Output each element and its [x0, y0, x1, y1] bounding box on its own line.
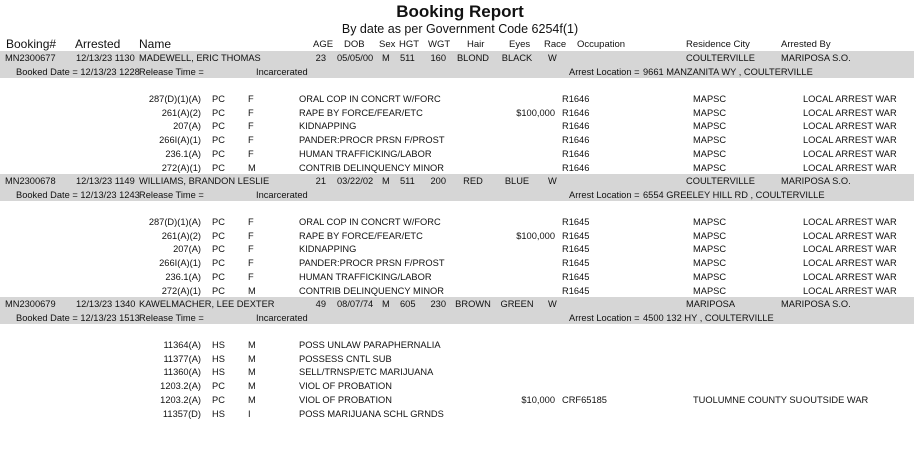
residence-city: COULTERVILLE [686, 53, 755, 63]
charge-case-number: R1646 [562, 121, 590, 132]
charge-level: F [248, 148, 254, 159]
custody-status: Incarcerated [256, 67, 308, 77]
booked-date: Booked Date = 12/13/23 1513 [16, 313, 140, 323]
arrested-datetime: 12/13/23 1340 [76, 299, 136, 309]
charge-type: PC [212, 381, 225, 392]
charge-type: PC [212, 121, 225, 132]
charge-court: TUOLUMNE COUNTY SU [693, 394, 803, 405]
charge-type: HS [212, 408, 225, 419]
arrest-location: 4500 132 HY , COULTERVILLE [643, 313, 774, 323]
charge-warrant-type: LOCAL ARREST WAR [803, 94, 897, 104]
charge-level: F [248, 271, 254, 282]
header-dob: DOB [344, 39, 365, 50]
charge-code: 266I(A)(1) [159, 135, 201, 146]
charge-level: M [248, 394, 256, 405]
charge-description: CONTRIB DELINQUENCY MINOR [299, 285, 444, 296]
charge-description: PANDER:PROCR PRSN F/PROST [299, 135, 445, 146]
charge-court: MAPSC [693, 135, 727, 146]
charge-case-number: R1645 [562, 258, 590, 269]
charge-level: F [248, 217, 254, 227]
arrestee-name: WILLIAMS, BRANDON LESLIE [139, 176, 270, 186]
charge-court: MAPSC [693, 230, 727, 241]
residence-city: COULTERVILLE [686, 176, 755, 186]
charge-code: 236.1(A) [165, 148, 201, 159]
charge-type: HS [212, 353, 225, 364]
header-hair: Hair [467, 39, 485, 50]
charge-type: PC [212, 135, 225, 146]
charge-court: MAPSC [693, 244, 727, 255]
charge-type: PC [212, 394, 225, 405]
charge-warrant-type: LOCAL ARREST WAR [803, 258, 897, 269]
charge-warrant-type: LOCAL ARREST WAR [803, 162, 897, 173]
charge-bail: $100,000 [516, 230, 555, 241]
arrestee-race: W [548, 53, 557, 63]
charge-level: M [248, 340, 256, 350]
charge-case-number: R1645 [562, 217, 590, 227]
charge-case-number: R1645 [562, 230, 590, 241]
charge-code: 236.1(A) [165, 271, 201, 282]
charge-code: 272(A)(1) [161, 285, 201, 296]
charge-code: 1203.2(A) [160, 394, 201, 405]
header-arrested: Arrested [75, 37, 121, 51]
report-title: Booking Report [396, 2, 524, 21]
charge-description: HUMAN TRAFFICKING/LABOR [299, 148, 432, 159]
charge-level: M [248, 367, 256, 378]
charge-code: 287(D)(1)(A) [148, 94, 201, 104]
arrest-location-label: Arrest Location = [569, 67, 640, 77]
charge-level: F [248, 230, 254, 241]
charge-level: F [248, 258, 254, 269]
charge-level: M [248, 162, 256, 173]
charge-type: PC [212, 258, 225, 269]
charge-case-number: R1645 [562, 244, 590, 255]
charge-code: 266I(A)(1) [159, 258, 201, 269]
charge-court: MAPSC [693, 285, 727, 296]
arrestee-race: W [548, 299, 557, 309]
arrestee-sex: M [382, 299, 390, 309]
charge-description: KIDNAPPING [299, 121, 357, 132]
arrestee-name: MADEWELL, ERIC THOMAS [139, 53, 261, 63]
header-wgt: WGT [428, 39, 451, 50]
header-name: Name [139, 37, 172, 51]
charge-description: KIDNAPPING [299, 244, 357, 255]
arrestee-weight: 160 [430, 53, 446, 63]
charge-case-number: CRF65185 [562, 394, 607, 405]
charge-bail: $10,000 [521, 394, 555, 405]
charge-type: HS [212, 340, 225, 350]
arrestee-name: KAWELMACHER, LEE DEXTER [139, 299, 275, 309]
charge-code: 261(A)(2) [161, 230, 201, 241]
charge-case-number: R1646 [562, 162, 590, 173]
charge-code: 287(D)(1)(A) [148, 217, 201, 227]
charge-level: I [248, 408, 251, 419]
booked-date: Booked Date = 12/13/23 1228 [16, 67, 140, 77]
charge-code: 207(A) [173, 244, 201, 255]
charge-code: 261(A)(2) [161, 107, 201, 118]
charge-description: HUMAN TRAFFICKING/LABOR [299, 271, 432, 282]
custody-status: Incarcerated [256, 190, 308, 200]
charge-type: PC [212, 94, 225, 104]
arrested-datetime: 12/13/23 1130 [76, 53, 135, 63]
charge-type: HS [212, 367, 225, 378]
charge-description: PANDER:PROCR PRSN F/PROST [299, 258, 445, 269]
charge-description: CONTRIB DELINQUENCY MINOR [299, 162, 444, 173]
charge-description: POSS UNLAW PARAPHERNALIA [299, 340, 441, 350]
charge-warrant-type: LOCAL ARREST WAR [803, 217, 897, 227]
charge-bail: $100,000 [516, 107, 555, 118]
charge-warrant-type: LOCAL ARREST WAR [803, 244, 897, 255]
charge-level: M [248, 353, 256, 364]
charge-description: POSSESS CNTL SUB [299, 353, 392, 364]
charge-court: MAPSC [693, 162, 727, 173]
arrestee-sex: M [382, 176, 390, 186]
charge-warrant-type: LOCAL ARREST WAR [803, 148, 897, 159]
charge-warrant-type: LOCAL ARREST WAR [803, 135, 897, 146]
charge-code: 11360(A) [163, 367, 201, 378]
header-age: AGE [313, 39, 334, 50]
charge-description: SELL/TRNSP/ETC MARIJUANA [299, 367, 434, 378]
charge-level: M [248, 285, 256, 296]
charge-type: PC [212, 244, 225, 255]
arrested-datetime: 12/13/23 1149 [76, 176, 135, 186]
arrest-location-label: Arrest Location = [569, 313, 640, 323]
arrestee-dob: 03/22/02 [337, 176, 374, 186]
charge-court: MAPSC [693, 94, 727, 104]
charge-case-number: R1645 [562, 271, 590, 282]
arrestee-eyes: GREEN [500, 299, 534, 309]
charge-description: ORAL COP IN CONCRT W/FORC [299, 217, 441, 227]
header-occupation: Occupation [577, 39, 626, 50]
charge-type: PC [212, 217, 225, 227]
charge-code: 11357(D) [162, 408, 201, 419]
charge-case-number: R1646 [562, 94, 590, 104]
arrestee-dob: 05/05/00 [337, 53, 374, 63]
charge-court: MAPSC [693, 107, 727, 118]
charge-type: PC [212, 230, 225, 241]
arrestee-sex: M [382, 53, 390, 63]
arrest-location: 9661 MANZANITA WY , COULTERVILLE [643, 67, 813, 77]
booking-number: MN2300677 [5, 53, 56, 63]
arrestee-weight: 200 [430, 176, 446, 186]
booking-number: MN2300678 [5, 176, 56, 186]
charge-case-number: R1646 [562, 148, 590, 159]
arresting-agency: MARIPOSA S.O. [781, 53, 851, 63]
arrestee-age: 23 [315, 53, 326, 63]
arrest-location-label: Arrest Location = [569, 190, 640, 200]
charge-type: PC [212, 162, 225, 173]
charge-type: PC [212, 107, 225, 118]
arrest-location: 6554 GREELEY HILL RD , COULTERVILLE [643, 190, 825, 200]
charge-type: PC [212, 148, 225, 159]
charge-court: MAPSC [693, 258, 727, 269]
arrestee-eyes: BLUE [504, 176, 530, 186]
arrestee-hair: BROWN [455, 299, 491, 309]
arrestee-height: 511 [400, 53, 415, 63]
charge-case-number: R1645 [562, 285, 590, 296]
charge-level: F [248, 107, 254, 118]
header-arrested-by: Arrested By [781, 39, 831, 50]
charge-warrant-type: LOCAL ARREST WAR [803, 271, 897, 282]
charge-description: RAPE BY FORCE/FEAR/ETC [299, 230, 423, 241]
header-sex: Sex [379, 39, 396, 50]
charge-court: MAPSC [693, 121, 727, 132]
charge-code: 272(A)(1) [161, 162, 201, 173]
charge-description: RAPE BY FORCE/FEAR/ETC [299, 107, 423, 118]
header-eyes: Eyes [509, 39, 531, 50]
release-time: Release Time = [139, 313, 204, 323]
charge-court: MAPSC [693, 148, 727, 159]
charge-description: VIOL OF PROBATION [299, 381, 392, 392]
charge-type: PC [212, 271, 225, 282]
arrestee-height: 511 [400, 176, 415, 186]
residence-city: MARIPOSA [686, 299, 736, 309]
charge-case-number: R1646 [562, 107, 590, 118]
charge-level: M [248, 381, 256, 392]
report-subtitle: By date as per Government Code 6254f(1) [341, 22, 579, 36]
charge-level: F [248, 244, 254, 255]
charge-description: POSS MARIJUANA SCHL GRNDS [299, 408, 444, 419]
charge-code: 11377(A) [163, 353, 201, 364]
charge-warrant-type: LOCAL ARREST WAR [803, 230, 897, 241]
arrestee-dob: 08/07/74 [337, 299, 374, 309]
arrestee-weight: 230 [430, 299, 446, 309]
charge-description: VIOL OF PROBATION [299, 394, 392, 405]
arrestee-age: 21 [315, 176, 326, 186]
booking-number: MN2300679 [5, 299, 56, 309]
release-time: Release Time = [139, 67, 204, 77]
booked-date: Booked Date = 12/13/23 1243 [16, 190, 140, 200]
arrestee-hair: BLOND [456, 53, 490, 63]
arrestee-height: 605 [400, 299, 416, 309]
charge-level: F [248, 94, 254, 104]
arrestee-race: W [548, 176, 557, 186]
charge-warrant-type: OUTSIDE WAR [803, 394, 869, 405]
charge-warrant-type: LOCAL ARREST WAR [803, 285, 897, 296]
arresting-agency: MARIPOSA S.O. [781, 299, 851, 309]
charge-code: 207(A) [173, 121, 201, 132]
arrestee-age: 49 [315, 299, 326, 309]
charge-description: ORAL COP IN CONCRT W/FORC [299, 94, 441, 104]
charge-type: PC [212, 285, 225, 296]
charge-level: F [248, 121, 254, 132]
charge-code: 11364(A) [163, 340, 201, 350]
charge-court: MAPSC [693, 217, 727, 227]
charge-court: MAPSC [693, 271, 727, 282]
charge-level: F [248, 135, 254, 146]
header-hgt: HGT [399, 39, 420, 50]
charge-case-number: R1646 [562, 135, 590, 146]
charge-warrant-type: LOCAL ARREST WAR [803, 121, 897, 132]
header-race: Race [544, 39, 567, 50]
charge-warrant-type: LOCAL ARREST WAR [803, 107, 897, 118]
release-time: Release Time = [139, 190, 204, 200]
header-booking: Booking# [6, 37, 57, 51]
charge-code: 1203.2(A) [160, 381, 201, 392]
arrestee-eyes: BLACK [501, 53, 533, 63]
custody-status: Incarcerated [256, 313, 308, 323]
header-residence-city: Residence City [686, 39, 750, 50]
arrestee-hair: RED [463, 176, 483, 186]
arresting-agency: MARIPOSA S.O. [781, 176, 851, 186]
